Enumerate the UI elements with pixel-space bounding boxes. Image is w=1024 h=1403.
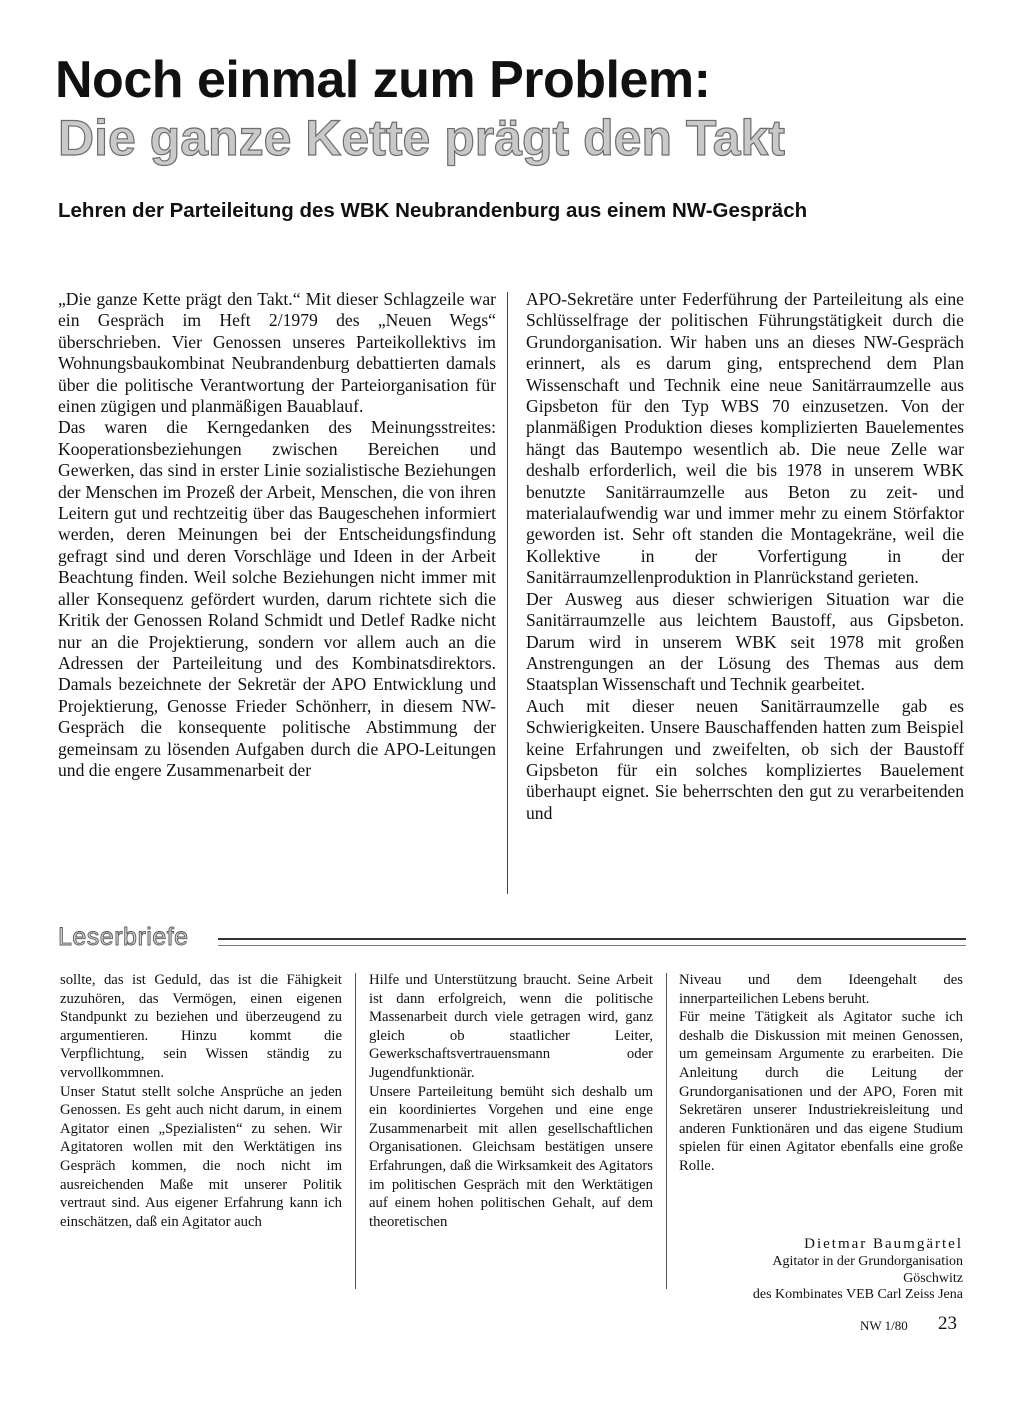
article-title-line2: Die ganze Kette prägt den Takt bbox=[58, 110, 785, 166]
article-subtitle: Lehren der Parteileitung des WBK Neubrandenburg aus einem NW-Gespräch bbox=[58, 199, 808, 222]
signature-name: Dietmar Baumgärtel bbox=[804, 1236, 963, 1252]
article-title-line1: Noch einmal zum Problem: bbox=[55, 51, 711, 109]
article-paragraph: Der Ausweg aus dieser schwierigen Situation war die Sanitärraumzelle aus leichtem Baustoff, aus Gipsbeton. Darum wird in unserem WBK seit 1978 mit großen Anstrengungen an der Lösung des Themas aus dem Staatsplan Wissenschaft und Technik gearbeitet. bbox=[526, 588, 964, 695]
signature-role: Göschwitz bbox=[903, 1270, 963, 1286]
signature-role: Agitator in der Grundorganisation bbox=[772, 1254, 963, 1269]
article-paragraph: APO-Sekretäre unter Federführung der Parteileitung als eine Schlüsselfrage der politischen Führungstätigkeit durch die Grundorganisation. Wir haben uns an dieses NW-Gespräch erinnert, als es darum ging, entsprechend dem Plan Wissenschaft und Technik eine neue Sanitärraumzelle aus Gipsbeton für den Typ WBS 70 einzusetzen. Von der planmäßigen Produktion dieses komplizierten Bauelementes hängt das Bautempo wesentlich ab. Die neue Zelle war deshalb erforderlich, weil die bis 1978 in unserem WBK benutzte Sanitärraumzelle aus Beton zu zeit- und materialaufwendig war und immer mehr zu einem Störfaktor geworden ist. Sehr oft standen die Montagekräne, weil die Kollektive in der Vorfertigung in der Sanitärraumzellenproduktion in Planrückstand gerieten. bbox=[526, 289, 964, 588]
letters-column-divider bbox=[666, 973, 667, 1289]
page-number: 23 bbox=[938, 1313, 957, 1334]
letter-paragraph: Hilfe und Unterstützung braucht. Seine Arbeit ist dann erfolgreich, wenn die politische Massenarbeit durch viele getragen wird, ganz gleich ob staatlicher Leiter, Gewerkschaftsvertrauensmann oder Jugendfunktionär. bbox=[369, 972, 653, 1081]
letters-column-divider bbox=[355, 973, 356, 1289]
section-heading-leserbriefe: Leserbriefe bbox=[58, 923, 189, 951]
letter-paragraph: Für meine Tätigkeit als Agitator suche ich deshalb die Diskussion mit meinen Genossen, um gemeinsam Argumente zu erarbeiten. Die Anleitung durch die Leitung der Grundorganisationen und der APO, Foren mit Sekretären unserer Industriekreisleitung und anderen Funktionären und das eigene Studium spielen für einen Agitator ebenfalls eine große Rolle. bbox=[679, 1009, 963, 1174]
section-rule bbox=[218, 938, 966, 946]
article-paragraph: „Die ganze Kette prägt den Takt.“ Mit dieser Schlagzeile war ein Gespräch im Heft 2/1979 des „Neuen Wegs“ überschrieben. Vier Genossen unseres Parteikollektivs im Wohnungsbaukombinat Neubrandenburg debattierten damals über die politische Verantwortung der Parteiorganisation für einen zügigen und planmäßigen Bauablauf. bbox=[58, 289, 496, 417]
letter-paragraph: sollte, das ist Geduld, das ist die Fähigkeit zuzuhören, das Vermögen, einen eigenen Standpunkt zu beziehen und überzeugend zu argumentieren. Hinzu kommt die Verpflichtung, sein Wissen ständig zu vervollkommnen. bbox=[60, 972, 342, 1081]
signature-role: des Kombinates VEB Carl Zeiss Jena bbox=[752, 1287, 963, 1302]
letter-paragraph: Unsere Parteileitung bemüht sich deshalb um ein koordiniertes Vorgehen und eine enge Zusammenarbeit mit allen gesellschaftlichen Organisationen. Gleichsam bestätigen unsere Erfahrungen, daß die Wirksamkeit des Agitators im politischen Gespräch mit den Werktätigen auf einem hohen politischen Gehalt, auf dem theoretischen bbox=[369, 1083, 653, 1230]
letter-paragraph: Niveau und dem Ideengehalt des innerparteilichen Lebens beruht. bbox=[679, 972, 963, 1007]
article-paragraph: Das waren die Kerngedanken des Meinungsstreites: Kooperationsbeziehungen zwischen Bereichen und Gewerken, das sind in erster Linie sozialistische Beziehungen der Menschen im Prozeß der Arbeit, Menschen, die von ihren Leitern gut und rechtzeitig über das Baugeschehen informiert werden, deren Meinungen bei der Entscheidungsfindung gefragt sind und deren Vorschläge und Ideen in der Arbeit Beachtung finden. Weil solche Beziehungen nicht immer mit aller Konsequenz gefördert wurden, darum richtete sich die Kritik der Genossen Roland Schmidt und Detlef Radke nicht nur an die Projektierung, sondern vor allem auch an die Adressen der Parteileitung und des Kombinatsdirektors. Damals bezeichnete der Sekretär der APO Entwicklung und Projektierung, Genosse Frieder Schönherr, in diesem NW-Gespräch die konsequente politische Abstimmung der gemeinsam zu lösenden Aufgaben durch die APO-Leitungen und die engere Zusammenarbeit der bbox=[58, 417, 496, 780]
letters-column-2 bbox=[369, 971, 653, 1231]
letters-column-1 bbox=[60, 971, 342, 1231]
article-column-2 bbox=[526, 289, 964, 824]
letter-signature bbox=[679, 1234, 963, 1304]
letters-column-3 bbox=[679, 971, 963, 1176]
article-column-1 bbox=[58, 289, 496, 781]
letter-paragraph: Unser Statut stellt solche Ansprüche an jeden Genossen. Es geht auch nicht darum, in einem Agitator einen „Spezialisten“ zu sehen. Wir Agitatoren wollen mit den Werktätigen ins Gespräch kommen, die noch nicht im ausreichenden Maße mit unserer Politik vertraut sind. Aus eigener Erfahrung kann ich einschätzen, daß ein Agitator auch bbox=[60, 1083, 342, 1230]
column-divider bbox=[507, 292, 508, 894]
article-paragraph: Auch mit dieser neuen Sanitärraumzelle gab es Schwierigkeiten. Unsere Bauschaffenden hatten zum Beispiel keine Erfahrungen und zweifelten, ob sich der Baustoff Gipsbeton für ein solches kompliziertes Bauelement überhaupt eignet. Sie beherrschten den gut zu verarbeitenden und bbox=[526, 695, 964, 823]
issue-label: NW 1/80 bbox=[860, 1318, 908, 1333]
